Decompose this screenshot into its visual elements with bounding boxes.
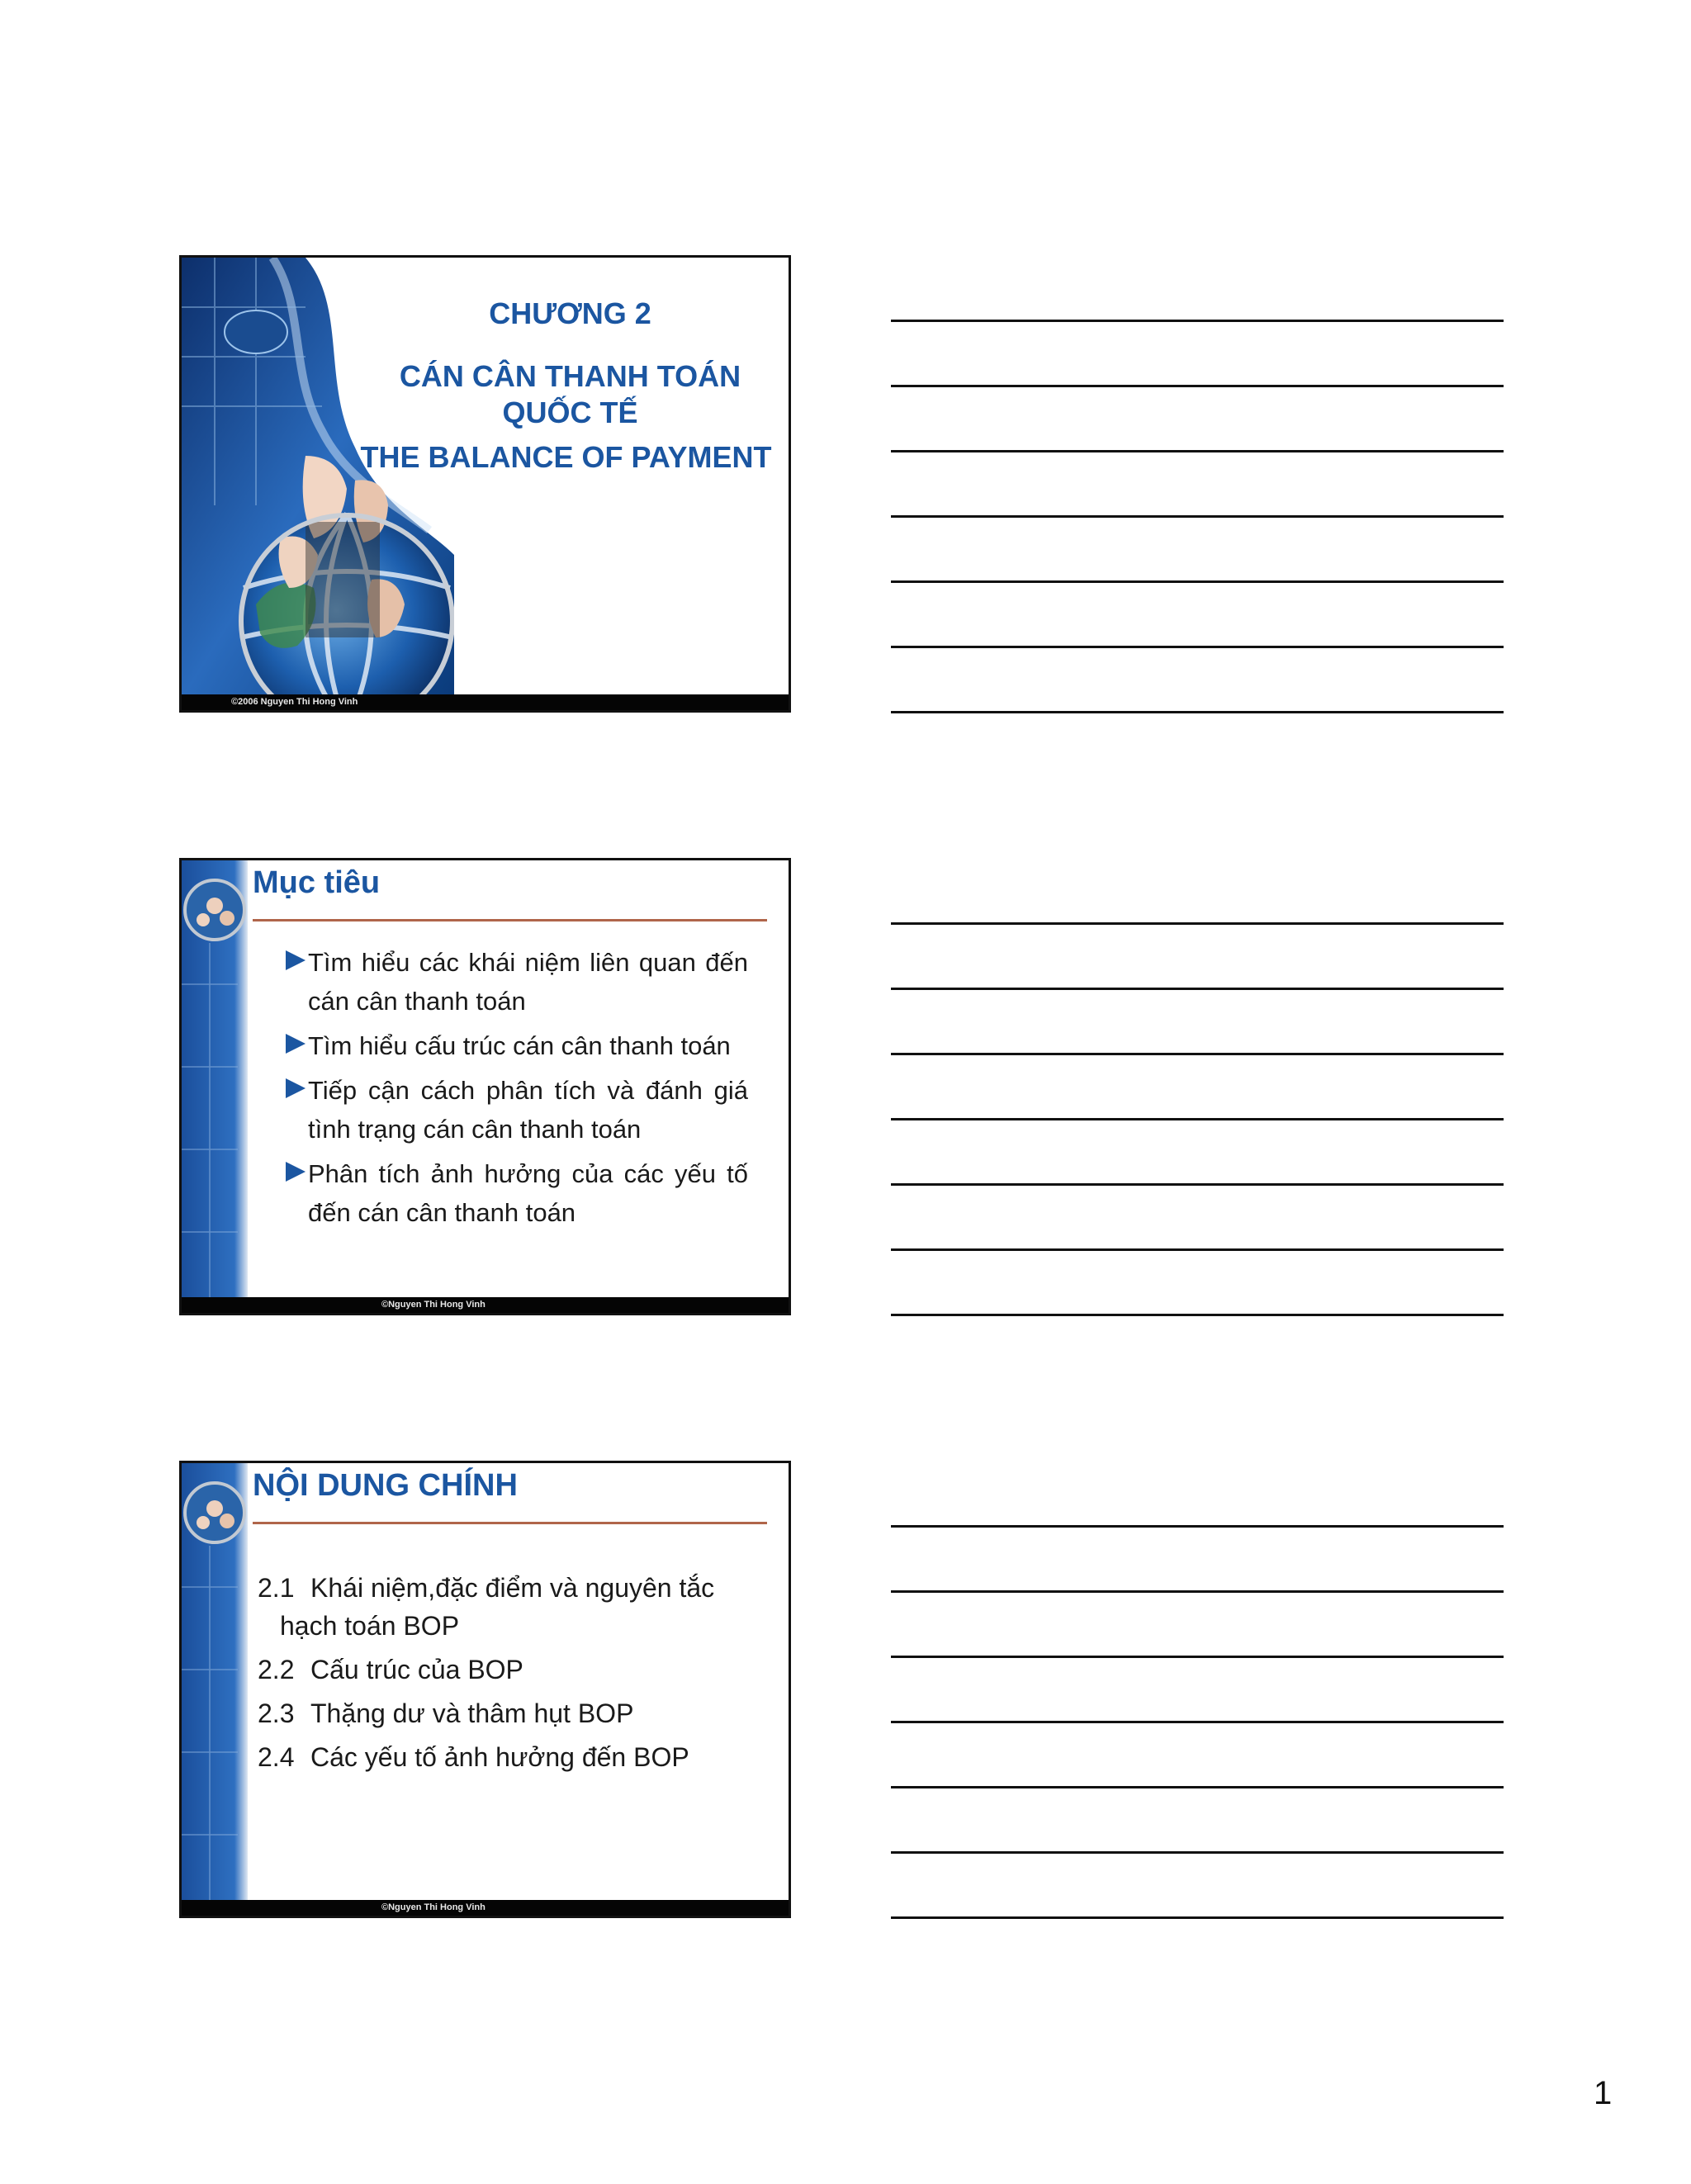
contents-list xyxy=(258,1569,770,1782)
note-line xyxy=(891,1786,1504,1788)
triangle-bullet-icon xyxy=(286,1078,306,1098)
triangle-bullet-icon xyxy=(286,1034,306,1054)
heading-divider xyxy=(253,919,767,921)
side-strip-decoration xyxy=(182,860,248,1313)
note-line xyxy=(891,450,1504,452)
slide-contents xyxy=(179,1461,791,1918)
heading-divider xyxy=(253,1522,767,1524)
page-number: 1 xyxy=(1594,2075,1613,2111)
copyright-text: ©Nguyen Thi Hong Vinh xyxy=(381,1300,486,1310)
slide-title-vi-line2: QUỐC TẾ xyxy=(502,396,638,429)
note-line xyxy=(891,515,1504,518)
list-item: Tìm hiểu cấu trúc cán cân thanh toán xyxy=(286,1026,748,1065)
list-item: 2.3 Thặng dư và thâm hụt BOP xyxy=(258,1698,634,1728)
note-line xyxy=(891,711,1504,713)
note-line xyxy=(891,1053,1504,1055)
note-line xyxy=(891,1248,1504,1251)
slide-footer-bar xyxy=(182,694,789,710)
side-strip-decoration xyxy=(182,1463,248,1916)
note-line xyxy=(891,988,1504,990)
slide-title xyxy=(179,255,791,713)
note-line xyxy=(891,1314,1504,1316)
list-item: Tiếp cận cách phân tích và đánh giá tình trạng cán cân thanh toán xyxy=(286,1071,748,1149)
note-line xyxy=(891,1656,1504,1658)
objectives-list xyxy=(286,943,748,1238)
note-line xyxy=(891,1851,1504,1854)
note-line xyxy=(891,1590,1504,1593)
copyright-text: ©Nguyen Thi Hong Vinh xyxy=(381,1902,486,1912)
slide-title-vi-line1: CÁN CÂN THANH TOÁN xyxy=(399,359,741,393)
slide-heading: NỘI DUNG CHÍNH xyxy=(253,1468,518,1503)
list-item: Phân tích ảnh hưởng của các yếu tố đến cán cân thanh toán xyxy=(286,1154,748,1232)
note-line xyxy=(891,1525,1504,1528)
slide-title-en: THE BALANCE OF PAYMENT xyxy=(360,440,772,474)
triangle-bullet-icon xyxy=(286,1162,306,1182)
chapter-label: CHƯƠNG 2 xyxy=(489,296,651,330)
list-item: 2.2 Cấu trúc của BOP xyxy=(258,1655,523,1684)
note-line xyxy=(891,385,1504,387)
note-line xyxy=(891,1118,1504,1120)
triangle-bullet-icon xyxy=(286,950,306,970)
list-item: Tìm hiểu các khái niệm liên quan đến cán cân thanh toán xyxy=(286,943,748,1021)
note-line xyxy=(891,1183,1504,1186)
list-item: 2.1 Khái niệm,đặc điểm và nguyên tắc hạch toán BOP xyxy=(258,1573,715,1641)
note-line xyxy=(891,922,1504,925)
list-item: 2.4 Các yếu tố ảnh hưởng đến BOP xyxy=(258,1742,689,1772)
note-line xyxy=(891,320,1504,322)
note-line xyxy=(891,1721,1504,1723)
slide-footer-bar xyxy=(182,1900,789,1916)
copyright-text: ©2006 Nguyen Thi Hong Vinh xyxy=(231,697,358,707)
slide-footer-bar xyxy=(182,1297,789,1313)
slide-heading: Mục tiêu xyxy=(253,865,381,900)
slide-objectives xyxy=(179,858,791,1315)
note-line xyxy=(891,580,1504,583)
note-line xyxy=(891,646,1504,648)
note-line xyxy=(891,1916,1504,1919)
